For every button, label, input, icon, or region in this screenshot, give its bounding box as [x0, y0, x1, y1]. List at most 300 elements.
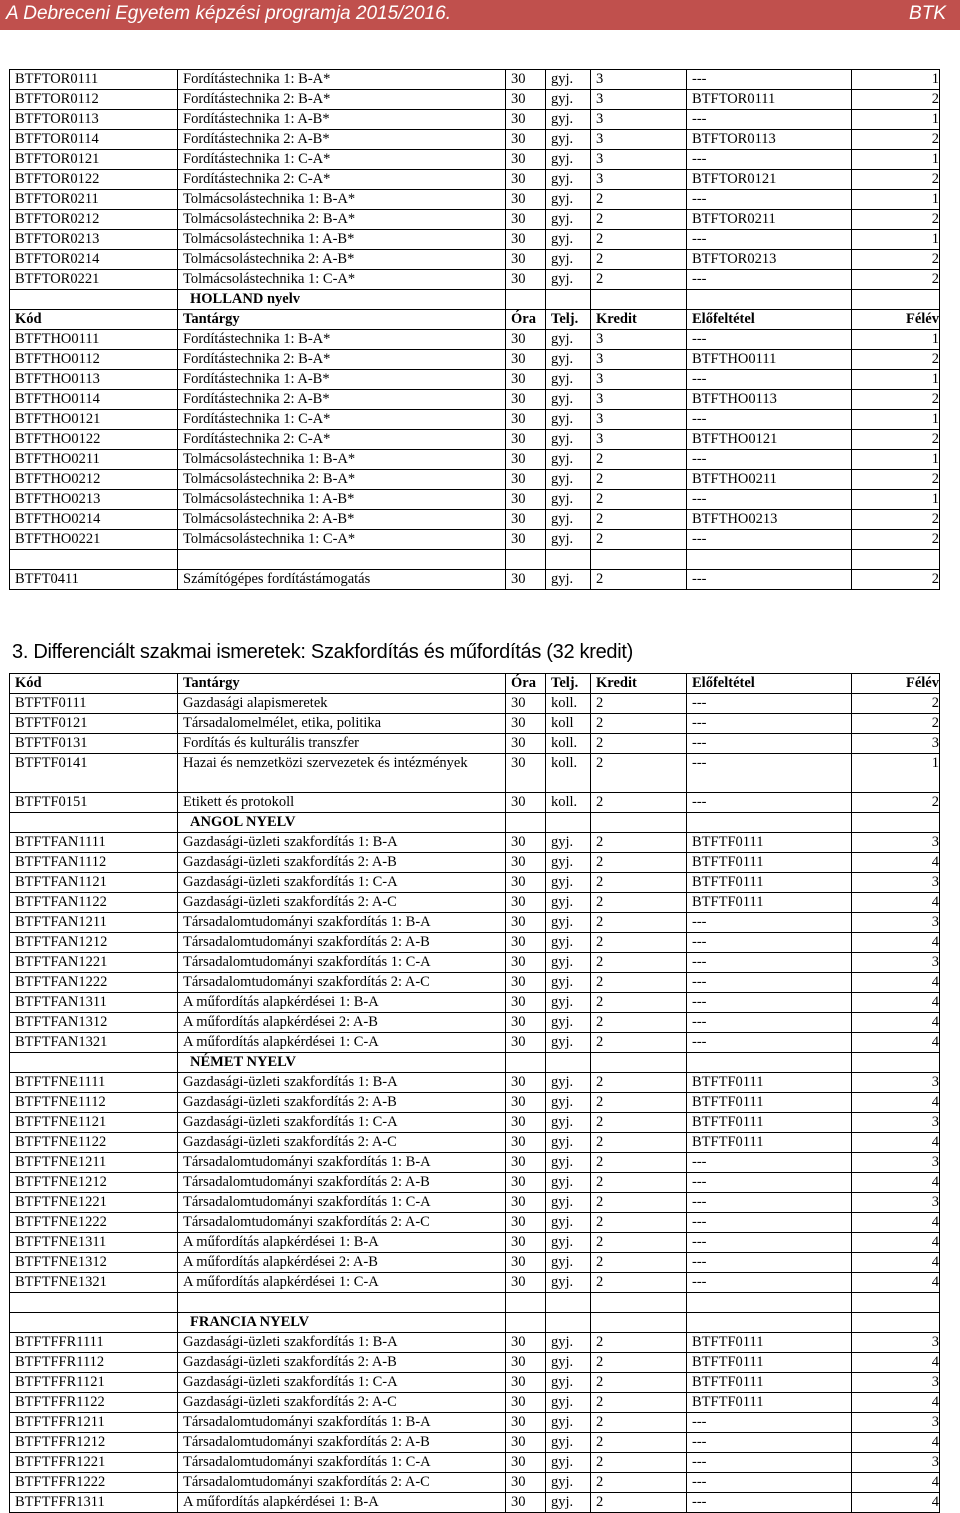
table-row: [10, 1133, 940, 1153]
assessment-cell: gyj.: [546, 1253, 591, 1273]
course-name-cell: Fordítástechnika 1: B-A*: [178, 70, 506, 90]
hours-cell: 30: [506, 390, 546, 410]
course-code-cell: BTFTFFR1211: [10, 1413, 178, 1433]
empty-cell: [506, 1053, 546, 1073]
language-heading: ANGOL NYELV: [178, 813, 506, 833]
empty-cell: [546, 1053, 591, 1073]
hours-cell: 30: [506, 1453, 546, 1473]
assessment-cell: gyj.: [546, 1433, 591, 1453]
course-code-cell: BTFTOR0213: [10, 230, 178, 250]
assessment-cell: gyj.: [546, 1093, 591, 1113]
prerequisite-cell: BTFTOR0213: [687, 250, 852, 270]
hours-cell: 30: [506, 1093, 546, 1113]
prerequisite-cell: ---: [687, 450, 852, 470]
hours-cell: 30: [506, 1013, 546, 1033]
hours-cell: 30: [506, 350, 546, 370]
hours-cell: 30: [506, 190, 546, 210]
table-row: [10, 1353, 940, 1373]
credit-cell: 2: [591, 1033, 687, 1053]
semester-cell: 2: [852, 470, 940, 490]
spacer-row: [10, 1293, 940, 1313]
course-name-cell: Társadalomtudományi szakfordítás 2: A-B: [178, 1433, 506, 1453]
course-code-cell: BTFTFAN1111: [10, 833, 178, 853]
hours-cell: 30: [506, 893, 546, 913]
hours-cell: 30: [506, 490, 546, 510]
course-name-cell: Fordítástechnika 2: B-A*: [178, 90, 506, 110]
empty-cell: [591, 1053, 687, 1073]
empty-cell: [506, 550, 546, 570]
empty-cell: [687, 1053, 852, 1073]
semester-cell: Félév: [852, 310, 940, 330]
assessment-cell: gyj.: [546, 1213, 591, 1233]
table-row: [10, 694, 940, 714]
course-code-cell: BTFTF0131: [10, 734, 178, 754]
prerequisite-cell: ---: [687, 793, 852, 813]
credit-cell: 2: [591, 933, 687, 953]
empty-cell: [546, 1313, 591, 1333]
prerequisite-cell: BTFTF0111: [687, 1093, 852, 1113]
table-row: [10, 150, 940, 170]
semester-cell: 1: [852, 70, 940, 90]
course-code-cell: BTFTOR0111: [10, 70, 178, 90]
semester-cell: 3: [852, 913, 940, 933]
prerequisite-cell: ---: [687, 973, 852, 993]
credit-cell: 3: [591, 330, 687, 350]
prerequisite-cell: ---: [687, 70, 852, 90]
assessment-cell: gyj.: [546, 70, 591, 90]
table-row: [10, 190, 940, 210]
course-name-cell: Társadalomtudományi szakfordítás 1: B-A: [178, 913, 506, 933]
hours-cell: 30: [506, 450, 546, 470]
prerequisite-cell: BTFTOR0113: [687, 130, 852, 150]
semester-cell: 4: [852, 1433, 940, 1453]
curriculum-table-2: [9, 673, 940, 1513]
hours-cell: 30: [506, 530, 546, 550]
table-row: [10, 833, 940, 853]
course-name-cell: Társadalomtudományi szakfordítás 2: A-C: [178, 1213, 506, 1233]
hours-cell: 30: [506, 1413, 546, 1433]
semester-cell: 3: [852, 1193, 940, 1213]
prerequisite-cell: ---: [687, 1473, 852, 1493]
credit-cell: 2: [591, 270, 687, 290]
credit-cell: 3: [591, 110, 687, 130]
course-name-cell: A műfordítás alapkérdései 2: A-B: [178, 1253, 506, 1273]
assessment-cell: gyj.: [546, 430, 591, 450]
course-name-cell: Fordítástechnika 2: C-A*: [178, 430, 506, 450]
semester-cell: 2: [852, 350, 940, 370]
semester-cell: 4: [852, 1393, 940, 1413]
assessment-cell: gyj.: [546, 350, 591, 370]
semester-cell: 3: [852, 1073, 940, 1093]
credit-cell: 2: [591, 450, 687, 470]
credit-cell: 2: [591, 210, 687, 230]
prerequisite-cell: BTFTOR0111: [687, 90, 852, 110]
course-name-cell: Hazai és nemzetközi szervezetek és intézmények: [178, 754, 506, 793]
empty-cell: [10, 290, 178, 310]
assessment-cell: gyj.: [546, 270, 591, 290]
table-row: [10, 793, 940, 813]
assessment-cell: gyj.: [546, 1233, 591, 1253]
semester-cell: 4: [852, 1493, 940, 1513]
prerequisite-cell: BTFTHO0213: [687, 510, 852, 530]
prerequisite-cell: ---: [687, 1413, 852, 1433]
course-code-cell: BTFTOR0113: [10, 110, 178, 130]
table-row: [10, 430, 940, 450]
course-name-cell: A műfordítás alapkérdései 2: A-B: [178, 1013, 506, 1033]
column-header-row: [10, 674, 940, 694]
semester-cell: 2: [852, 170, 940, 190]
assessment-cell: Telj.: [546, 674, 591, 694]
assessment-cell: koll.: [546, 694, 591, 714]
table-row: [10, 1113, 940, 1133]
language-heading: NÉMET NYELV: [178, 1053, 506, 1073]
credit-cell: 2: [591, 953, 687, 973]
course-name-cell: Társadalomtudományi szakfordítás 2: A-B: [178, 1173, 506, 1193]
course-code-cell: BTFTFAN1112: [10, 853, 178, 873]
empty-cell: [852, 1313, 940, 1333]
credit-cell: 2: [591, 1013, 687, 1033]
assessment-cell: koll.: [546, 734, 591, 754]
table-row: [10, 754, 940, 793]
course-name-cell: Gazdasági-üzleti szakfordítás 2: A-B: [178, 1093, 506, 1113]
hours-cell: 30: [506, 1333, 546, 1353]
course-name-cell: Tolmácsolástechnika 1: C-A*: [178, 530, 506, 550]
empty-cell: [591, 1313, 687, 1333]
credit-cell: 2: [591, 1473, 687, 1493]
semester-cell: 1: [852, 450, 940, 470]
empty-cell: [10, 550, 178, 570]
table-row: [10, 470, 940, 490]
course-code-cell: Kód: [10, 310, 178, 330]
table-row: [10, 1413, 940, 1433]
hours-cell: 30: [506, 410, 546, 430]
course-name-cell: Tolmácsolástechnika 1: C-A*: [178, 270, 506, 290]
prerequisite-cell: ---: [687, 230, 852, 250]
table-row: [10, 330, 940, 350]
empty-cell: [506, 290, 546, 310]
course-code-cell: BTFTHO0114: [10, 390, 178, 410]
hours-cell: 30: [506, 993, 546, 1013]
credit-cell: 2: [591, 1453, 687, 1473]
semester-cell: 4: [852, 1013, 940, 1033]
credit-cell: 2: [591, 1373, 687, 1393]
prerequisite-cell: ---: [687, 1173, 852, 1193]
credit-cell: 2: [591, 754, 687, 793]
course-code-cell: BTFTHO0212: [10, 470, 178, 490]
assessment-cell: gyj.: [546, 1173, 591, 1193]
prerequisite-cell: BTFTF0111: [687, 1113, 852, 1133]
hours-cell: 30: [506, 1033, 546, 1053]
prerequisite-cell: ---: [687, 933, 852, 953]
table-row: [10, 510, 940, 530]
assessment-cell: koll: [546, 714, 591, 734]
course-name-cell: Fordítás és kulturális transzfer: [178, 734, 506, 754]
prerequisite-cell: Előfeltétel: [687, 674, 852, 694]
empty-cell: [852, 550, 940, 570]
course-code-cell: BTFTFAN1311: [10, 993, 178, 1013]
credit-cell: 2: [591, 694, 687, 714]
hours-cell: Óra: [506, 674, 546, 694]
document-title: A Debreceni Egyetem képzési programja 2015/2016.: [6, 3, 451, 24]
hours-cell: 30: [506, 1133, 546, 1153]
prerequisite-cell: ---: [687, 714, 852, 734]
course-name-cell: Gazdasági-üzleti szakfordítás 1: C-A: [178, 873, 506, 893]
prerequisite-cell: ---: [687, 270, 852, 290]
prerequisite-cell: BTFTOR0121: [687, 170, 852, 190]
assessment-cell: gyj.: [546, 873, 591, 893]
credit-cell: 2: [591, 490, 687, 510]
table-row: [10, 893, 940, 913]
semester-cell: 1: [852, 150, 940, 170]
hours-cell: 30: [506, 210, 546, 230]
semester-cell: Félév: [852, 674, 940, 694]
semester-cell: 4: [852, 993, 940, 1013]
assessment-cell: gyj.: [546, 913, 591, 933]
course-code-cell: BTFTF0111: [10, 694, 178, 714]
assessment-cell: gyj.: [546, 370, 591, 390]
table-row: [10, 1153, 940, 1173]
semester-cell: 3: [852, 1333, 940, 1353]
credit-cell: 3: [591, 170, 687, 190]
course-name-cell: Fordítástechnika 1: C-A*: [178, 410, 506, 430]
prerequisite-cell: ---: [687, 1253, 852, 1273]
course-name-cell: Tolmácsolástechnika 1: A-B*: [178, 230, 506, 250]
hours-cell: 30: [506, 793, 546, 813]
prerequisite-cell: BTFTF0111: [687, 1133, 852, 1153]
assessment-cell: gyj.: [546, 170, 591, 190]
assessment-cell: gyj.: [546, 410, 591, 430]
prerequisite-cell: ---: [687, 1013, 852, 1033]
assessment-cell: gyj.: [546, 953, 591, 973]
table-row: [10, 913, 940, 933]
course-code-cell: BTFTFAN1212: [10, 933, 178, 953]
prerequisite-cell: ---: [687, 570, 852, 590]
table-row: [10, 933, 940, 953]
course-name-cell: Gazdasági-üzleti szakfordítás 1: B-A: [178, 1073, 506, 1093]
credit-cell: 2: [591, 1393, 687, 1413]
course-code-cell: BTFTOR0112: [10, 90, 178, 110]
course-code-cell: BTFTHO0111: [10, 330, 178, 350]
semester-cell: 4: [852, 973, 940, 993]
table-row: [10, 370, 940, 390]
course-code-cell: BTFTF0141: [10, 754, 178, 793]
hours-cell: 30: [506, 470, 546, 490]
semester-cell: 2: [852, 714, 940, 734]
semester-cell: 4: [852, 1033, 940, 1053]
hours-cell: 30: [506, 1213, 546, 1233]
assessment-cell: gyj.: [546, 450, 591, 470]
credit-cell: 2: [591, 1193, 687, 1213]
hours-cell: 30: [506, 1433, 546, 1453]
table-row: [10, 70, 940, 90]
course-code-cell: BTFTFAN1321: [10, 1033, 178, 1053]
prerequisite-cell: BTFTHO0211: [687, 470, 852, 490]
assessment-cell: gyj.: [546, 973, 591, 993]
prerequisite-cell: ---: [687, 110, 852, 130]
course-code-cell: BTFTFNE1121: [10, 1113, 178, 1133]
credit-cell: 2: [591, 833, 687, 853]
hours-cell: 30: [506, 833, 546, 853]
hours-cell: 30: [506, 370, 546, 390]
prerequisite-cell: BTFTHO0113: [687, 390, 852, 410]
empty-cell: [687, 290, 852, 310]
credit-cell: 2: [591, 1333, 687, 1353]
semester-cell: 4: [852, 1093, 940, 1113]
faculty-label: BTK: [909, 3, 946, 24]
semester-cell: 3: [852, 734, 940, 754]
prerequisite-cell: ---: [687, 1453, 852, 1473]
prerequisite-cell: BTFTF0111: [687, 1393, 852, 1413]
hours-cell: 30: [506, 853, 546, 873]
credit-cell: 2: [591, 873, 687, 893]
credit-cell: Kredit: [591, 674, 687, 694]
assessment-cell: gyj.: [546, 1393, 591, 1413]
credit-cell: 2: [591, 1233, 687, 1253]
prerequisite-cell: ---: [687, 694, 852, 714]
table-row: [10, 130, 940, 150]
assessment-cell: gyj.: [546, 1193, 591, 1213]
credit-cell: 3: [591, 130, 687, 150]
course-code-cell: BTFTFNE1111: [10, 1073, 178, 1093]
credit-cell: 2: [591, 993, 687, 1013]
assessment-cell: gyj.: [546, 1413, 591, 1433]
semester-cell: 4: [852, 1173, 940, 1193]
course-name-cell: Fordítástechnika 1: A-B*: [178, 370, 506, 390]
credit-cell: 3: [591, 430, 687, 450]
empty-cell: [178, 550, 506, 570]
course-name-cell: Társadalomelmélet, etika, politika: [178, 714, 506, 734]
hours-cell: 30: [506, 754, 546, 793]
semester-cell: 3: [852, 1453, 940, 1473]
empty-cell: [687, 1313, 852, 1333]
hours-cell: 30: [506, 90, 546, 110]
table-row: [10, 490, 940, 510]
semester-cell: 2: [852, 530, 940, 550]
prerequisite-cell: ---: [687, 190, 852, 210]
hours-cell: 30: [506, 953, 546, 973]
table-row: [10, 714, 940, 734]
semester-cell: 2: [852, 130, 940, 150]
prerequisite-cell: BTFTF0111: [687, 1373, 852, 1393]
assessment-cell: gyj.: [546, 1013, 591, 1033]
course-code-cell: BTFTHO0211: [10, 450, 178, 470]
course-name-cell: Fordítástechnika 1: A-B*: [178, 110, 506, 130]
table-row: [10, 1233, 940, 1253]
credit-cell: 2: [591, 1073, 687, 1093]
empty-cell: [10, 813, 178, 833]
course-name-cell: Fordítástechnika 1: C-A*: [178, 150, 506, 170]
empty-cell: [506, 813, 546, 833]
course-code-cell: BTFTOR0114: [10, 130, 178, 150]
hours-cell: 30: [506, 1233, 546, 1253]
semester-cell: 1: [852, 754, 940, 793]
empty-cell: [591, 813, 687, 833]
semester-cell: 4: [852, 1273, 940, 1293]
semester-cell: 4: [852, 1353, 940, 1373]
assessment-cell: gyj.: [546, 490, 591, 510]
course-code-cell: BTFTFAN1121: [10, 873, 178, 893]
credit-cell: 2: [591, 250, 687, 270]
table-row: [10, 570, 940, 590]
empty-cell: [852, 290, 940, 310]
semester-cell: 2: [852, 250, 940, 270]
hours-cell: 30: [506, 130, 546, 150]
prerequisite-cell: BTFTF0111: [687, 1353, 852, 1373]
course-name-cell: Társadalomtudományi szakfordítás 2: A-C: [178, 1473, 506, 1493]
hours-cell: 30: [506, 230, 546, 250]
hours-cell: 30: [506, 570, 546, 590]
credit-cell: 2: [591, 1273, 687, 1293]
empty-cell: [506, 1293, 546, 1313]
credit-cell: 2: [591, 1113, 687, 1133]
course-code-cell: BTFTOR0221: [10, 270, 178, 290]
course-code-cell: BTFTFAN1222: [10, 973, 178, 993]
assessment-cell: Telj.: [546, 310, 591, 330]
course-name-cell: Gazdasági-üzleti szakfordítás 2: A-C: [178, 1133, 506, 1153]
prerequisite-cell: BTFTHO0111: [687, 350, 852, 370]
prerequisite-cell: ---: [687, 1033, 852, 1053]
semester-cell: 2: [852, 390, 940, 410]
hours-cell: 30: [506, 1073, 546, 1093]
prerequisite-cell: ---: [687, 1193, 852, 1213]
hours-cell: 30: [506, 1373, 546, 1393]
semester-cell: 1: [852, 490, 940, 510]
hours-cell: 30: [506, 714, 546, 734]
course-code-cell: BTFTF0151: [10, 793, 178, 813]
credit-cell: 3: [591, 350, 687, 370]
assessment-cell: gyj.: [546, 1153, 591, 1173]
prerequisite-cell: ---: [687, 530, 852, 550]
credit-cell: 3: [591, 370, 687, 390]
semester-cell: 2: [852, 90, 940, 110]
assessment-cell: gyj.: [546, 833, 591, 853]
semester-cell: 3: [852, 833, 940, 853]
table-row: [10, 1373, 940, 1393]
hours-cell: 30: [506, 430, 546, 450]
assessment-cell: gyj.: [546, 1133, 591, 1153]
hours-cell: 30: [506, 150, 546, 170]
course-name-cell: Társadalomtudományi szakfordítás 1: C-A: [178, 1193, 506, 1213]
hours-cell: 30: [506, 973, 546, 993]
table-row: [10, 1033, 940, 1053]
course-name-cell: Társadalomtudományi szakfordítás 2: A-B: [178, 933, 506, 953]
course-code-cell: BTFTF0121: [10, 714, 178, 734]
course-code-cell: BTFTFNE1122: [10, 1133, 178, 1153]
prerequisite-cell: ---: [687, 1213, 852, 1233]
assessment-cell: gyj.: [546, 230, 591, 250]
prerequisite-cell: ---: [687, 370, 852, 390]
assessment-cell: gyj.: [546, 1353, 591, 1373]
course-name-cell: Társadalomtudományi szakfordítás 1: C-A: [178, 953, 506, 973]
credit-cell: 2: [591, 1493, 687, 1513]
hours-cell: 30: [506, 1193, 546, 1213]
table-row: [10, 270, 940, 290]
assessment-cell: gyj.: [546, 933, 591, 953]
table-row: [10, 993, 940, 1013]
course-name-cell: Gazdasági-üzleti szakfordítás 2: A-C: [178, 1393, 506, 1413]
course-code-cell: BTFTFNE1221: [10, 1193, 178, 1213]
table-row: [10, 390, 940, 410]
course-name-cell: A műfordítás alapkérdései 1: B-A: [178, 1493, 506, 1513]
hours-cell: 30: [506, 1253, 546, 1273]
course-name-cell: Tolmácsolástechnika 2: A-B*: [178, 250, 506, 270]
hours-cell: Óra: [506, 310, 546, 330]
table-row: [10, 1173, 940, 1193]
course-code-cell: Kód: [10, 674, 178, 694]
course-code-cell: BTFTFFR1111: [10, 1333, 178, 1353]
semester-cell: 1: [852, 410, 940, 430]
course-name-cell: Gazdasági-üzleti szakfordítás 2: A-B: [178, 853, 506, 873]
